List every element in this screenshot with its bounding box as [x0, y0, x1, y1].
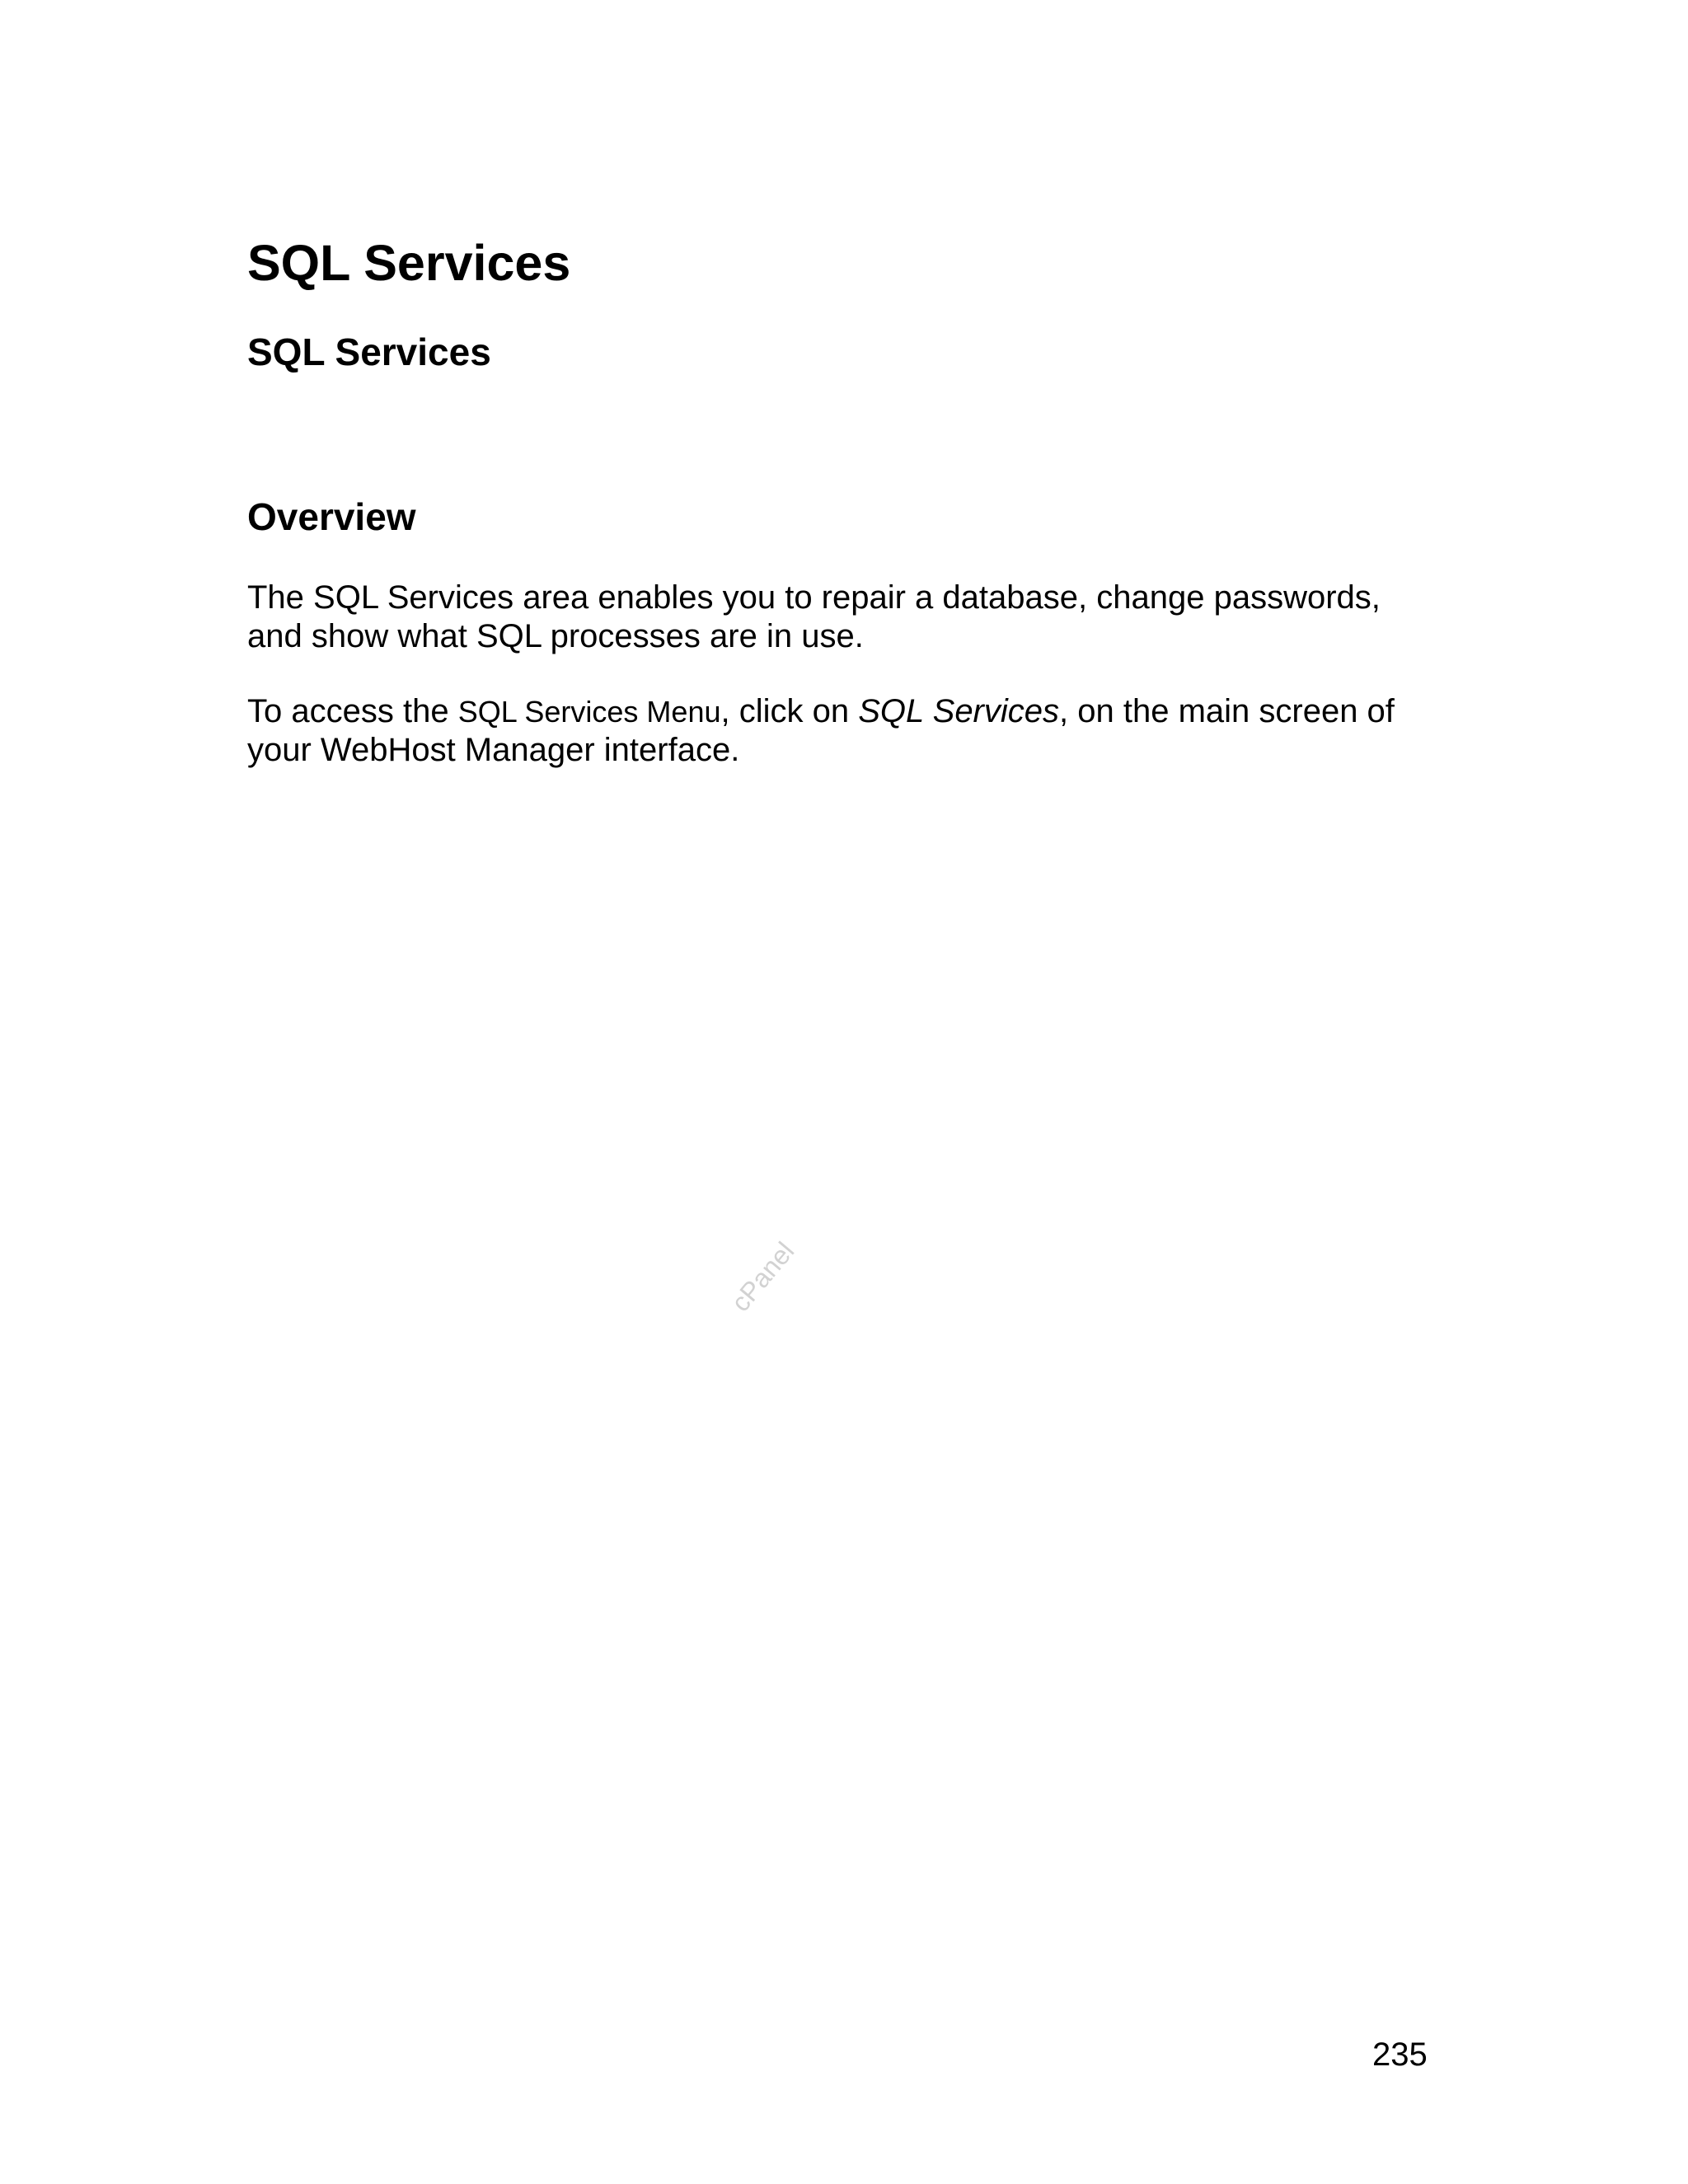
- access-paragraph: [247, 692, 1395, 770]
- access-mid-text: , click on: [720, 693, 859, 729]
- page-title: SQL Services: [247, 235, 571, 291]
- access-line-2: your WebHost Manager interface.: [247, 732, 740, 768]
- overview-paragraph: [247, 579, 1381, 656]
- section-subtitle: SQL Services: [247, 330, 491, 373]
- sql-services-reference: SQL Services: [858, 693, 1060, 729]
- cpanel-watermark: cPanel: [725, 1236, 800, 1318]
- menu-name-text: SQL Services Menu: [457, 695, 721, 729]
- overview-line-1: The SQL Services area enables you to repair a database, change passwords,: [247, 579, 1381, 616]
- overview-line-2: and show what SQL processes are in use.: [247, 618, 864, 654]
- page-number: 235: [1372, 2036, 1428, 2073]
- access-lead-text: To access the: [247, 693, 458, 729]
- access-tail-text: , on the main screen of: [1059, 693, 1395, 729]
- overview-heading: Overview: [247, 495, 416, 538]
